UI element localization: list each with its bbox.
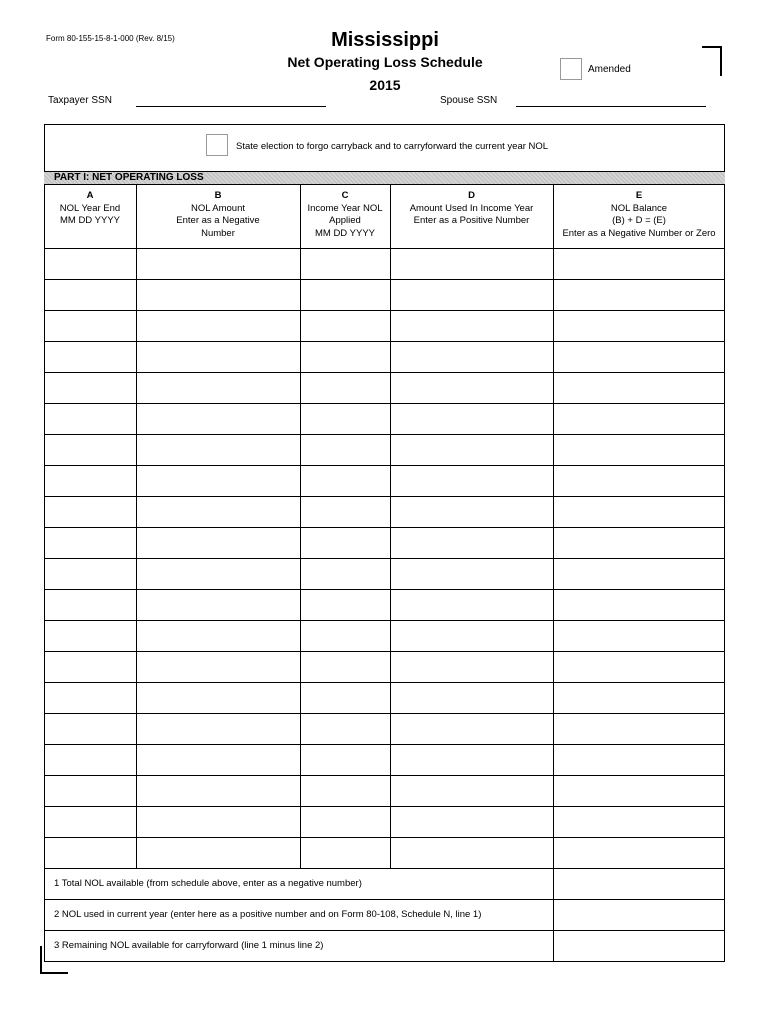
nol-cell-d[interactable] xyxy=(391,838,552,867)
column-letter: E xyxy=(635,190,643,201)
summary-divider xyxy=(553,868,554,961)
nol-cell-e[interactable] xyxy=(554,528,724,557)
nol-cell-d[interactable] xyxy=(391,559,552,588)
nol-cell-a[interactable] xyxy=(45,280,135,309)
nol-cell-e[interactable] xyxy=(554,838,724,867)
summary-line-3-field[interactable] xyxy=(554,931,724,960)
nol-cell-c[interactable] xyxy=(301,683,389,712)
nol-cell-d[interactable] xyxy=(391,652,552,681)
nol-cell-b[interactable] xyxy=(137,807,299,836)
nol-cell-b[interactable] xyxy=(137,838,299,867)
nol-cell-a[interactable] xyxy=(45,559,135,588)
nol-cell-a[interactable] xyxy=(45,404,135,433)
nol-cell-e[interactable] xyxy=(554,683,724,712)
column-letter: D xyxy=(468,190,475,201)
nol-cell-b[interactable] xyxy=(137,745,299,774)
nol-cell-d[interactable] xyxy=(391,528,552,557)
nol-cell-c[interactable] xyxy=(301,497,389,526)
nol-cell-a[interactable] xyxy=(45,621,135,650)
column-header-b xyxy=(136,190,300,240)
nol-cell-d[interactable] xyxy=(391,590,552,619)
nol-cell-d[interactable] xyxy=(391,621,552,650)
nol-cell-a[interactable] xyxy=(45,466,135,495)
nol-cell-e[interactable] xyxy=(554,466,724,495)
column-letter: A xyxy=(86,190,94,201)
nol-cell-e[interactable] xyxy=(554,745,724,774)
nol-cell-c[interactable] xyxy=(301,311,389,340)
summary-line-1-label: 1 Total NOL available (from schedule above, enter as a negative number) xyxy=(54,878,362,889)
nol-cell-e[interactable] xyxy=(554,559,724,588)
column-header-line: Number xyxy=(201,227,235,239)
nol-cell-e[interactable] xyxy=(554,249,724,278)
nol-cell-a[interactable] xyxy=(45,497,135,526)
nol-cell-e[interactable] xyxy=(554,280,724,309)
nol-cell-c[interactable] xyxy=(301,714,389,743)
column-header-line: NOL Amount xyxy=(190,202,246,214)
nol-cell-a[interactable] xyxy=(45,435,135,464)
column-header-c xyxy=(300,190,390,240)
nol-cell-c[interactable] xyxy=(301,342,389,371)
nol-cell-c[interactable] xyxy=(301,249,389,278)
column-header-line: NOL Year End xyxy=(59,202,121,214)
column-header-line: Amount Used In Income Year xyxy=(409,202,534,214)
nol-cell-e[interactable] xyxy=(554,404,724,433)
column-header-line: Income Year NOL xyxy=(307,202,383,214)
nol-cell-b[interactable] xyxy=(137,776,299,805)
nol-cell-c[interactable] xyxy=(301,435,389,464)
summary-line-2-field[interactable] xyxy=(554,900,724,929)
nol-cell-b[interactable] xyxy=(137,714,299,743)
nol-cell-e[interactable] xyxy=(554,776,724,805)
spouse-ssn-label: Spouse SSN xyxy=(440,95,498,106)
nol-cell-a[interactable] xyxy=(45,311,135,340)
column-header-a xyxy=(44,190,136,228)
nol-cell-a[interactable] xyxy=(45,745,135,774)
column-header-line: Enter as a Positive Number xyxy=(413,215,530,226)
nol-cell-c[interactable] xyxy=(301,776,389,805)
nol-cell-c[interactable] xyxy=(301,590,389,619)
nol-cell-e[interactable] xyxy=(554,652,724,681)
nol-cell-b[interactable] xyxy=(137,342,299,371)
nol-cell-d[interactable] xyxy=(391,745,552,774)
nol-cell-b[interactable] xyxy=(137,466,299,495)
nol-cell-e[interactable] xyxy=(554,373,724,402)
nol-cell-c[interactable] xyxy=(301,838,389,867)
nol-cell-b[interactable] xyxy=(137,404,299,433)
nol-cell-c[interactable] xyxy=(301,404,389,433)
nol-cell-b[interactable] xyxy=(137,373,299,402)
election-label: State election to forgo carryback and to carryforward the current year NOL xyxy=(236,141,549,152)
nol-cell-d[interactable] xyxy=(391,435,552,464)
part1-header: PART I: NET OPERATING LOSS xyxy=(44,171,725,185)
nol-cell-d[interactable] xyxy=(391,280,552,309)
nol-cell-b[interactable] xyxy=(137,435,299,464)
nol-cell-c[interactable] xyxy=(301,652,389,681)
column-letter: C xyxy=(341,190,349,201)
nol-cell-c[interactable] xyxy=(301,621,389,650)
column-header-d xyxy=(390,190,553,228)
nol-cell-d[interactable] xyxy=(391,311,552,340)
nol-cell-e[interactable] xyxy=(554,590,724,619)
nol-cell-b[interactable] xyxy=(137,280,299,309)
nol-cell-d[interactable] xyxy=(391,342,552,371)
nol-cell-e[interactable] xyxy=(554,807,724,836)
column-header-line: MM DD YYYY xyxy=(59,215,120,226)
election-checkbox[interactable] xyxy=(206,134,228,156)
nol-cell-c[interactable] xyxy=(301,280,389,309)
nol-cell-a[interactable] xyxy=(45,683,135,712)
nol-cell-e[interactable] xyxy=(554,497,724,526)
nol-cell-a[interactable] xyxy=(45,590,135,619)
summary-line-1-field[interactable] xyxy=(554,869,724,898)
nol-cell-a[interactable] xyxy=(45,838,135,867)
nol-cell-b[interactable] xyxy=(137,590,299,619)
nol-cell-b[interactable] xyxy=(137,249,299,278)
form-title: Net Operating Loss Schedule xyxy=(287,54,483,70)
nol-cell-d[interactable] xyxy=(391,683,552,712)
nol-cell-d[interactable] xyxy=(391,249,552,278)
nol-cell-b[interactable] xyxy=(137,559,299,588)
nol-cell-d[interactable] xyxy=(391,466,552,495)
column-header-line: Applied xyxy=(329,215,361,226)
nol-cell-b[interactable] xyxy=(137,652,299,681)
nol-cell-c[interactable] xyxy=(301,373,389,402)
nol-cell-a[interactable] xyxy=(45,776,135,805)
taxpayer-ssn-label: Taxpayer SSN xyxy=(48,95,112,106)
taxpayer-ssn-field[interactable] xyxy=(136,106,326,107)
amended-label: Amended xyxy=(588,64,631,75)
nol-cell-b[interactable] xyxy=(137,683,299,712)
nol-cell-b[interactable] xyxy=(137,311,299,340)
form-year: 2015 xyxy=(369,77,401,93)
nol-cell-a[interactable] xyxy=(45,342,135,371)
nol-cell-a[interactable] xyxy=(45,652,135,681)
nol-cell-c[interactable] xyxy=(301,807,389,836)
nol-cell-c[interactable] xyxy=(301,466,389,495)
nol-cell-a[interactable] xyxy=(45,249,135,278)
column-letter: B xyxy=(214,190,222,201)
nol-cell-e[interactable] xyxy=(554,342,724,371)
column-header-e xyxy=(553,190,725,240)
column-header-line: NOL Balance xyxy=(610,202,668,214)
nol-cell-e[interactable] xyxy=(554,714,724,743)
nol-cell-b[interactable] xyxy=(137,528,299,557)
column-header-line: Enter as a Negative Number or Zero xyxy=(562,227,716,239)
nol-cell-a[interactable] xyxy=(45,807,135,836)
nol-cell-c[interactable] xyxy=(301,559,389,588)
column-header-line: MM DD YYYY xyxy=(314,227,375,239)
nol-cell-c[interactable] xyxy=(301,745,389,774)
column-header-line: (B) + D = (E) xyxy=(612,215,666,226)
spouse-ssn-field[interactable] xyxy=(516,106,706,107)
summary-line-2-label: 2 NOL used in current year (enter here as a positive number and on Form 80-108, Schedule N, line 1) xyxy=(54,909,482,920)
nol-cell-d[interactable] xyxy=(391,807,552,836)
amended-checkbox[interactable] xyxy=(560,58,582,80)
nol-cell-d[interactable] xyxy=(391,714,552,743)
summary-line-3-label: 3 Remaining NOL available for carryforward (line 1 minus line 2) xyxy=(54,940,324,951)
nol-cell-a[interactable] xyxy=(45,714,135,743)
form-number: Form 80-155-15-8-1-000 (Rev. 8/15) xyxy=(46,34,175,43)
nol-cell-b[interactable] xyxy=(137,497,299,526)
nol-cell-d[interactable] xyxy=(391,497,552,526)
corner-mark-top-right xyxy=(702,46,722,76)
nol-cell-a[interactable] xyxy=(45,373,135,402)
corner-mark-bottom-left xyxy=(40,946,68,974)
nol-cell-c[interactable] xyxy=(301,528,389,557)
nol-cell-e[interactable] xyxy=(554,621,724,650)
nol-cell-e[interactable] xyxy=(554,435,724,464)
nol-cell-d[interactable] xyxy=(391,776,552,805)
nol-cell-d[interactable] xyxy=(391,404,552,433)
state-title: Mississippi xyxy=(331,29,439,51)
nol-cell-e[interactable] xyxy=(554,311,724,340)
nol-cell-b[interactable] xyxy=(137,621,299,650)
nol-cell-a[interactable] xyxy=(45,528,135,557)
nol-cell-d[interactable] xyxy=(391,373,552,402)
column-header-line: Enter as a Negative xyxy=(176,215,260,226)
